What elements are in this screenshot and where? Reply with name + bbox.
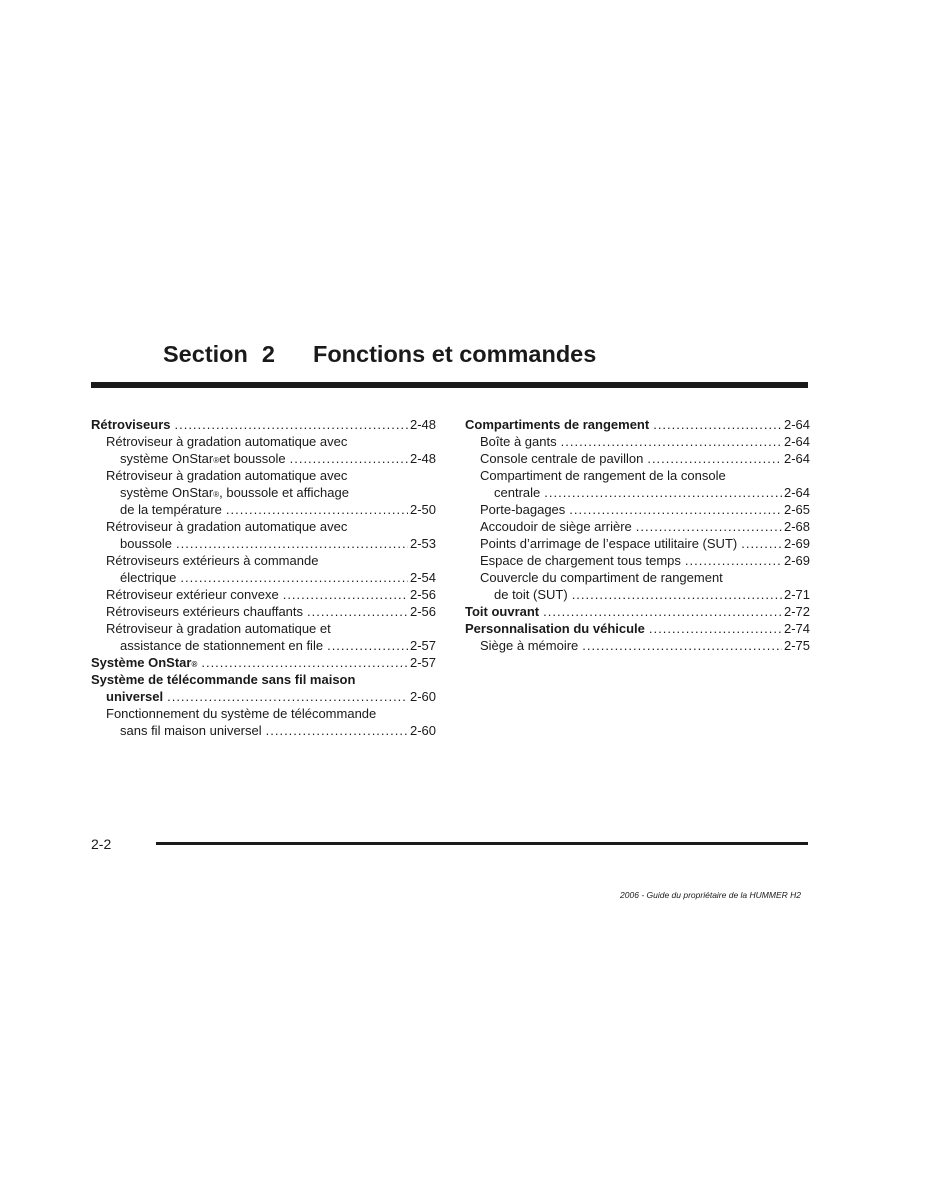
toc-subentry[interactable]: boussole ..... 2-53	[91, 535, 436, 552]
dot-leader	[582, 637, 782, 654]
toc-subentry-text[interactable]: Rétroviseurs extérieurs à commande	[106, 553, 319, 568]
toc-subentry-text[interactable]: Fonctionnement du système de télécommande	[106, 706, 377, 721]
toc-subentry[interactable]: Porte-bagages ..... 2-65	[465, 501, 810, 518]
toc-subentry[interactable]: de toit (SUT) ..... 2-71	[465, 586, 810, 603]
toc-entry-toit[interactable]: Toit ouvrant ..... 2-72	[465, 603, 810, 620]
toc-entry-telecommande-text[interactable]: Système de télécommande sans fil maison	[91, 672, 356, 687]
toc-entry-compartiments[interactable]: Compartiments de rangement ..... 2-64	[465, 416, 810, 433]
dot-leader	[283, 586, 408, 603]
toc-subentry[interactable]: assistance de stationnement en file ..... 2-57	[91, 637, 436, 654]
dot-leader	[307, 603, 408, 620]
section-title: Fonctions et commandes	[312, 341, 597, 367]
dot-leader	[226, 501, 408, 518]
dot-leader	[290, 450, 408, 467]
dot-leader	[741, 535, 782, 552]
toc-subentry-text[interactable]: Couvercle du compartiment de rangement	[480, 570, 723, 585]
toc-subentry-text[interactable]: système OnStar ® , boussole et affichage	[120, 485, 349, 500]
toc-subentry-text[interactable]: Rétroviseur à gradation automatique avec	[106, 519, 348, 534]
toc-subentry-text[interactable]: Compartiment de rangement de la console	[480, 468, 726, 483]
page-number: 2-2	[91, 836, 112, 852]
toc-subentry-text[interactable]: Rétroviseur à gradation automatique avec	[106, 434, 348, 449]
dot-leader	[180, 569, 408, 586]
toc-subentry[interactable]: Points d’arrimage de l’espace utilitaire (SUT) ..... 2-69	[465, 535, 810, 552]
toc-subentry[interactable]: Siège à mémoire ..... 2-75	[465, 637, 810, 654]
toc-entry-onstar[interactable]: Système OnStar ® ..... 2-57	[91, 654, 436, 671]
dot-leader	[569, 501, 782, 518]
footer-rule	[156, 842, 808, 845]
section-heading	[163, 341, 596, 368]
section-number: 2	[261, 341, 275, 367]
toc-subentry[interactable]: Espace de chargement tous temps ..... 2-69	[465, 552, 810, 569]
dot-leader	[572, 586, 782, 603]
dot-leader	[327, 637, 408, 654]
toc-subentry[interactable]: système OnStar ® et boussole ..... 2-48	[91, 450, 436, 467]
dot-leader	[174, 416, 407, 433]
dot-leader	[167, 688, 408, 705]
toc-entry-personnalisation[interactable]: Personnalisation du véhicule ..... 2-74	[465, 620, 810, 637]
toc-subentry-text[interactable]: Rétroviseur à gradation automatique avec	[106, 468, 348, 483]
dot-leader	[685, 552, 782, 569]
toc-left-column	[91, 416, 436, 739]
toc-entry-telecommande[interactable]: universel ..... 2-60	[91, 688, 436, 705]
toc-subentry[interactable]: Rétroviseurs extérieurs chauffants ..... 2-56	[91, 603, 436, 620]
toc-subentry[interactable]: centrale ..... 2-64	[465, 484, 810, 501]
toc-subentry[interactable]: sans fil maison universel ..... 2-60	[91, 722, 436, 739]
dot-leader	[266, 722, 408, 739]
dot-leader	[647, 450, 782, 467]
toc-subentry[interactable]: électrique ..... 2-54	[91, 569, 436, 586]
dot-leader	[649, 620, 782, 637]
footer-text: 2006 - Guide du propriétaire de la HUMMER H2	[620, 890, 801, 900]
toc-subentry[interactable]: Console centrale de pavillon ..... 2-64	[465, 450, 810, 467]
toc-subentry-text[interactable]: Rétroviseur à gradation automatique et	[106, 621, 331, 636]
toc-subentry[interactable]: Rétroviseur extérieur convexe ..... 2-56	[91, 586, 436, 603]
toc-subentry[interactable]: de la température ..... 2-50	[91, 501, 436, 518]
toc-right-column	[465, 416, 810, 654]
toc-subentry[interactable]: Accoudoir de siège arrière ..... 2-68	[465, 518, 810, 535]
toc-subentry[interactable]: Boîte à gants ..... 2-64	[465, 433, 810, 450]
section-label: Section	[163, 341, 248, 367]
toc-entry-retroviseurs[interactable]: Rétroviseurs ..... 2-48	[91, 416, 436, 433]
dot-leader	[636, 518, 782, 535]
heading-rule	[91, 382, 808, 388]
dot-leader	[543, 603, 782, 620]
dot-leader	[653, 416, 782, 433]
dot-leader	[561, 433, 782, 450]
dot-leader	[544, 484, 782, 501]
dot-leader	[176, 535, 408, 552]
dot-leader	[201, 654, 408, 671]
